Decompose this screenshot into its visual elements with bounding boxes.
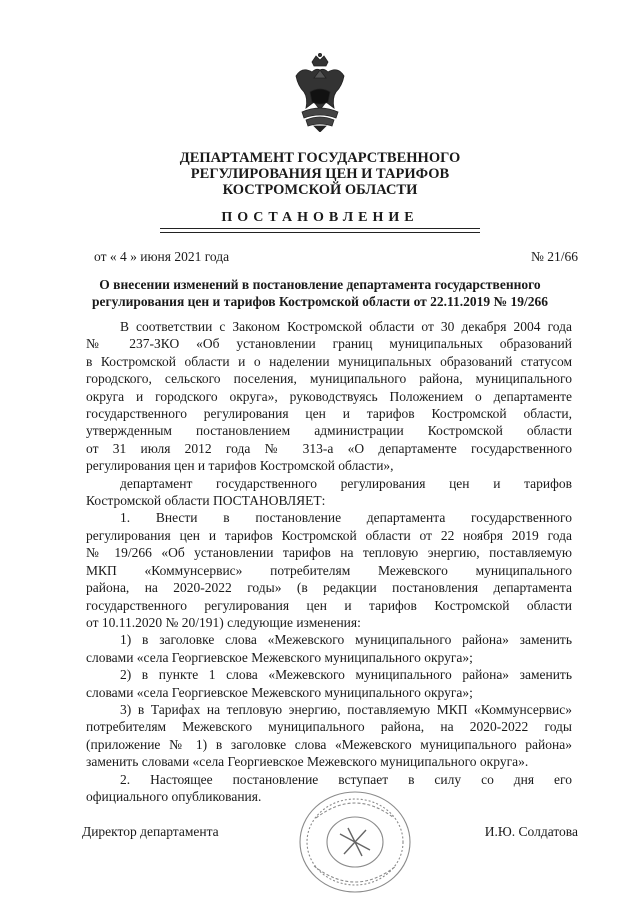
- text-line: государственного регулирования цен и тарифов Костромской области: [86, 597, 572, 613]
- text-line: 3) в Тарифах на тепловую энергию, поставляемую МКП «Коммунсервис»: [120, 701, 572, 717]
- paragraph-preamble: [86, 318, 572, 475]
- department-header: [60, 150, 580, 198]
- document-body: [86, 318, 572, 805]
- text-line: заменить словами «села Георгиевское Межевского муниципального округа».: [86, 754, 529, 770]
- text-line: официального опубликования.: [86, 788, 262, 804]
- paragraph-resolves: [86, 475, 572, 510]
- text-line: МКП «Коммунсервис» потребителям Межевского муниципального: [86, 562, 572, 578]
- text-line: от 10.11.2020 № 20/191) следующие изменения:: [86, 614, 361, 630]
- text-line: № 19/266 «Об установлении тарифов на тепловую энергию, поставляемую: [86, 545, 572, 561]
- text-line: в Костромской области и о наделении муниципальных образований статусом: [86, 353, 572, 369]
- text-line: словами «села Георгиевское Межевского муниципального округа»;: [86, 684, 473, 700]
- paragraph-subitem-2: [86, 666, 572, 701]
- text-line: от 31 июля 2012 года № 313-а «О департаменте государственного: [86, 440, 572, 456]
- signatory-role: Директор департамента: [82, 824, 219, 839]
- text-line: 1) в заголовке слова «Межевского муниципального района» заменить: [120, 632, 572, 648]
- document-number: № 21/66: [530, 249, 578, 264]
- document-date: от « 4 » июня 2021 года: [94, 249, 230, 264]
- paragraph-subitem-3: [86, 701, 572, 771]
- text-line: № 237-ЗКО «Об установлении границ муниципальных образований: [86, 336, 572, 352]
- title-line: О внесении изменений в постановление департамента государственного: [99, 277, 541, 292]
- department-line: КОСТРОМСКОЙ ОБЛАСТИ: [222, 182, 418, 198]
- text-line: регулирования цен и тарифов Костромской области от 22 ноября 2019 года: [86, 527, 572, 543]
- department-line: ДЕПАРТАМЕНТ ГОСУДАРСТВЕННОГО: [179, 150, 461, 166]
- document-type-heading: ПОСТАНОВЛЕНИЕ: [221, 210, 419, 225]
- paragraph-subitem-1: [86, 631, 572, 666]
- signatory-name: И.Ю. Солдатова: [484, 824, 578, 839]
- title-line: регулирования цен и тарифов Костромской области от 22.11.2019 № 19/266: [92, 294, 548, 309]
- text-line: 2) в пункте 1 слова «Межевского муниципального района» заменить: [120, 667, 572, 683]
- department-line: РЕГУЛИРОВАНИЯ ЦЕН И ТАРИФОВ: [190, 166, 450, 182]
- text-line: регулирования цен и тарифов Костромской области»,: [86, 458, 394, 474]
- text-line: района, на 2020-2022 годы» (в редакции постановления департамента: [86, 580, 572, 596]
- text-line: потребителям Межевского муниципального района, на 2020-2022 годы: [86, 719, 572, 735]
- paragraph-item-1: [86, 509, 572, 631]
- coat-of-arms-icon: [290, 52, 350, 132]
- text-line: 1. Внести в постановление департамента государственного: [120, 510, 572, 526]
- text-line: Костромской области ПОСТАНОВЛЯЕТ:: [86, 493, 326, 509]
- heading-underline: [160, 228, 480, 233]
- text-line: В соответствии с Законом Костромской области от 30 декабря 2004 года: [120, 319, 572, 334]
- text-line: департамент государственного регулирования цен и тарифов: [120, 475, 572, 491]
- text-line: городского, сельского поселения, муниципального района, муниципального: [86, 371, 572, 387]
- text-line: утвержденным постановлением администрации Костромской области: [86, 423, 572, 439]
- text-line: государственного регулирования цен и тарифов Костромской области,: [86, 406, 572, 422]
- text-line: округа и городского округа», руководствуясь Положением о департаменте: [86, 388, 572, 404]
- official-seal-icon: [296, 788, 414, 896]
- text-line: словами «села Георгиевское Межевского муниципального округа»;: [86, 649, 473, 665]
- document-title: [60, 276, 580, 310]
- text-line: 2. Настоящее постановление вступает в силу со дня его: [120, 771, 572, 787]
- text-line: (приложение № 1) в заголовке слова «Межевского муниципального района»: [86, 736, 572, 752]
